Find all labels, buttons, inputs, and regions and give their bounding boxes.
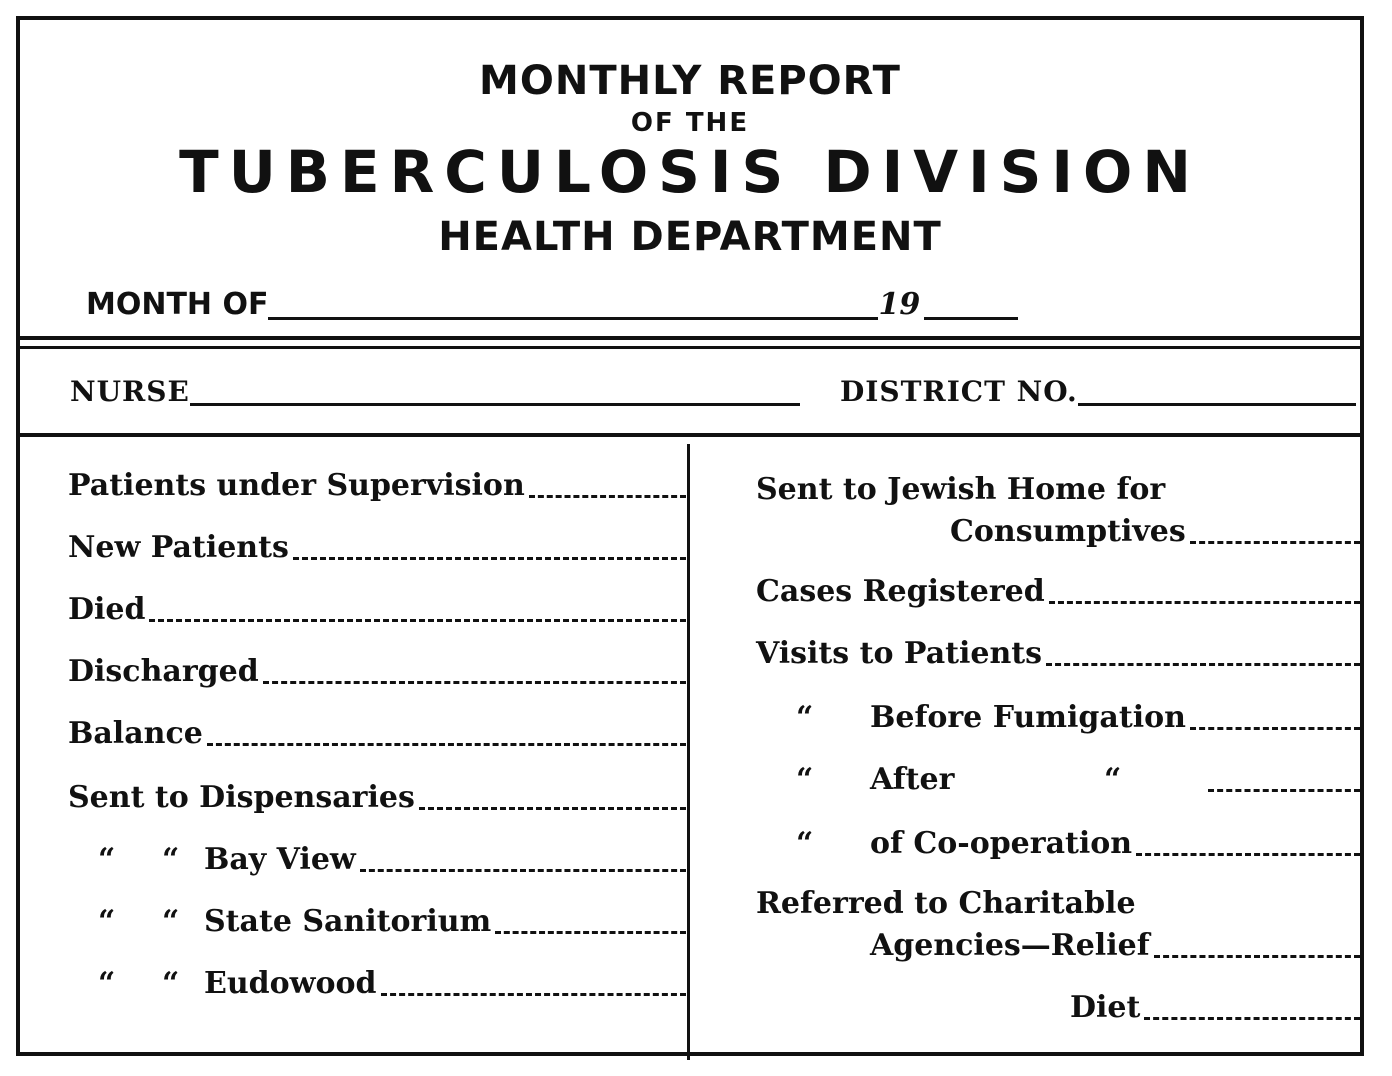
title-division: TUBERCULOSIS DIVISION (179, 138, 1201, 206)
entry-state-sanitorium (98, 904, 686, 940)
title-department: HEALTH DEPARTMENT (438, 214, 942, 260)
ditto-mark: “ (98, 842, 116, 877)
entry-new-patients (68, 530, 686, 566)
district-row (840, 375, 1356, 408)
entry-label: Eudowood (204, 966, 377, 1001)
entry-label: Discharged (68, 654, 259, 689)
entry-blank[interactable] (495, 927, 686, 934)
entry-label: State Sanitorium (204, 904, 492, 939)
entry-died (68, 592, 686, 628)
entry-before-fumigation (796, 700, 1360, 736)
ditto-mark: “ (796, 762, 814, 797)
column-divider (687, 444, 690, 1060)
ditto-mark: “ (98, 966, 116, 1001)
entry-blank[interactable] (1154, 951, 1360, 958)
entry-balance (68, 716, 686, 752)
entry-blank[interactable] (1144, 1013, 1360, 1020)
month-row (86, 282, 1018, 322)
ditto-mark: “ (162, 904, 180, 939)
year-field[interactable] (924, 289, 1018, 320)
entry-blank[interactable] (149, 615, 686, 622)
entry-blank[interactable] (360, 865, 686, 872)
entry-discharged (68, 654, 686, 690)
entry-label: of Co-operation (870, 826, 1133, 861)
entry-blank[interactable] (381, 989, 687, 996)
entry-blank[interactable] (1049, 597, 1360, 604)
ditto-mark: “ (1104, 762, 1122, 797)
entry-blank[interactable] (263, 677, 686, 684)
entry-label: Balance (68, 716, 203, 751)
ditto-mark: “ (796, 700, 814, 735)
entry-label: After (870, 762, 955, 797)
entry-visits-to-patients (756, 636, 1360, 672)
entry-after-fumigation (796, 762, 1360, 798)
entry-label: Before Fumigation (870, 700, 1186, 735)
entry-blank[interactable] (1190, 537, 1360, 544)
entry-blank[interactable] (529, 491, 686, 498)
entry-jewish-home (950, 514, 1360, 550)
entry-sent-to-dispensaries (68, 780, 686, 816)
entry-label: Sent to Dispensaries (68, 780, 415, 815)
ditto-mark: “ (796, 826, 814, 861)
report-form (16, 16, 1364, 1056)
entry-cases-registered (756, 574, 1360, 610)
year-prefix: 19 (878, 287, 921, 322)
title-of-the: OF THE (630, 108, 750, 138)
form-header (20, 20, 1360, 340)
ditto-mark: “ (98, 904, 116, 939)
entry-label: Visits to Patients (756, 636, 1043, 671)
entry-blank[interactable] (1208, 785, 1360, 792)
entry-referred-relief (870, 928, 1360, 964)
entry-label: Died (68, 592, 146, 627)
entry-label: Cases Registered (756, 574, 1045, 609)
ditto-mark: “ (162, 842, 180, 877)
entry-label: Consumptives (950, 514, 1186, 549)
entry-eudowood (98, 966, 686, 1002)
entry-bay-view (98, 842, 686, 878)
entry-diet (1070, 990, 1360, 1026)
entry-blank[interactable] (419, 803, 686, 810)
month-label: MONTH OF (86, 287, 269, 322)
entry-blank[interactable] (207, 739, 686, 746)
entry-label: New Patients (68, 530, 289, 565)
entry-co-operation (796, 826, 1360, 862)
entry-label: Agencies—Relief (870, 928, 1150, 963)
entry-blank[interactable] (1136, 849, 1360, 856)
jewish-home-label-line1: Sent to Jewish Home for (756, 472, 1166, 507)
entry-blank[interactable] (1046, 659, 1360, 666)
entry-label: Bay View (204, 842, 356, 877)
entry-blank[interactable] (1190, 723, 1360, 730)
nurse-label: NURSE (70, 375, 190, 408)
entry-label: Diet (1070, 990, 1141, 1025)
entry-label: Patients under Supervision (68, 468, 525, 503)
ditto-mark: “ (162, 966, 180, 1001)
entry-blank[interactable] (293, 553, 686, 560)
nurse-district-band (20, 346, 1360, 437)
nurse-field[interactable] (190, 375, 800, 406)
entry-patients-under-supervision (68, 468, 686, 504)
referred-label-line1: Referred to Charitable (756, 886, 1136, 921)
nurse-row (70, 375, 800, 408)
district-label: DISTRICT NO. (840, 375, 1078, 408)
district-field[interactable] (1078, 375, 1356, 406)
month-field[interactable] (268, 289, 878, 320)
title-monthly-report: MONTHLY REPORT (479, 58, 901, 104)
